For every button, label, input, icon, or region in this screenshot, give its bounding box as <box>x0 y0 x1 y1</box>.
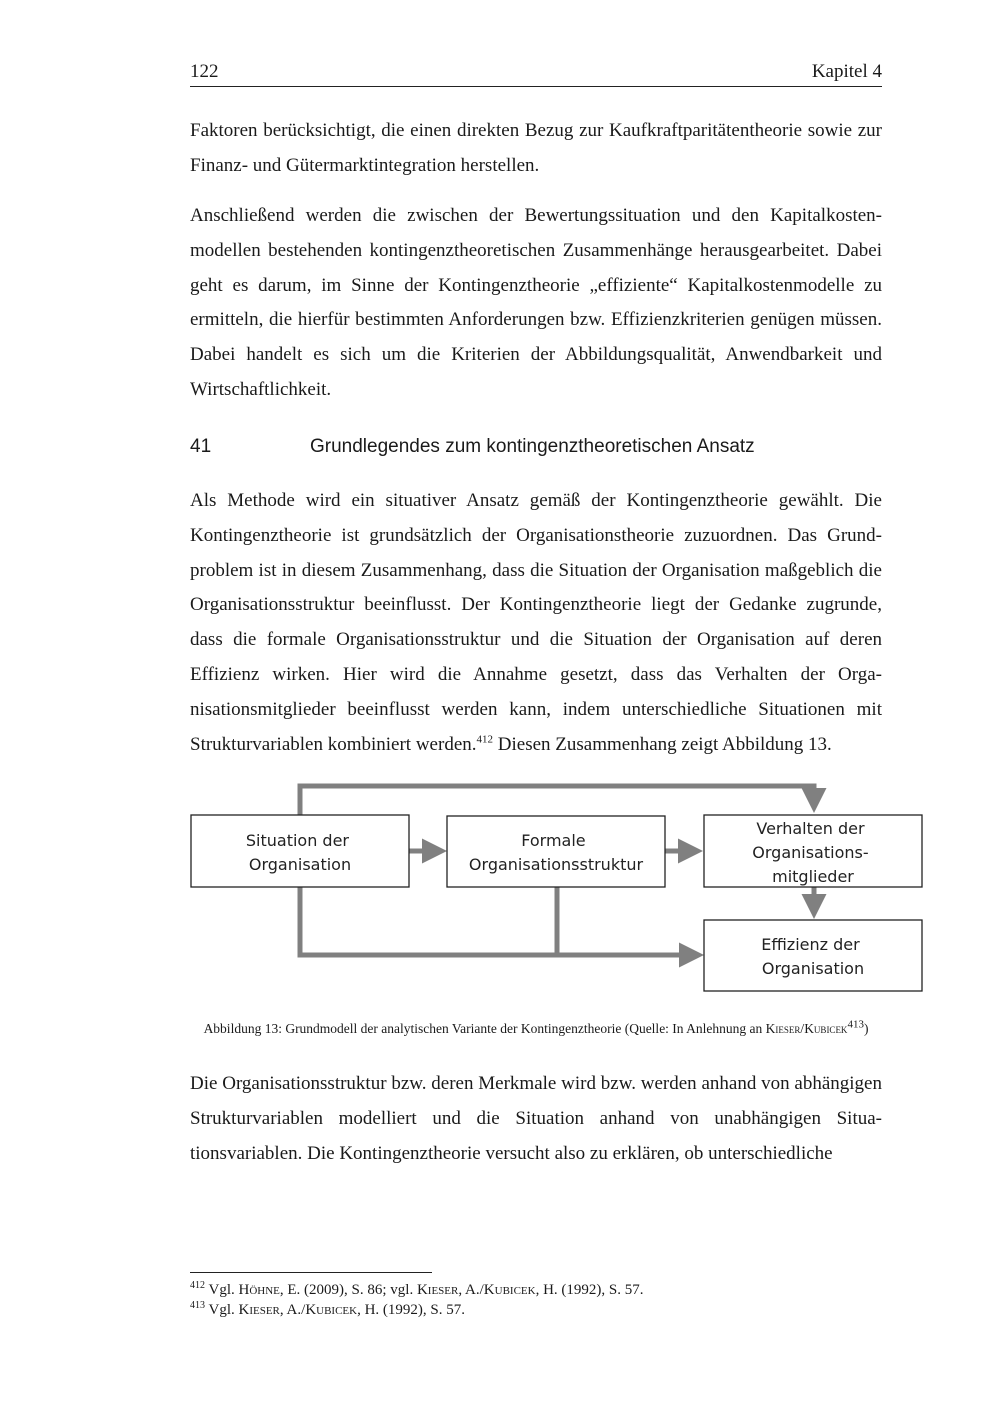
footnote-ref-412[interactable]: 412 <box>476 733 494 746</box>
chapter-label: Kapitel 4 <box>811 61 882 82</box>
caption-author-1: Kieser <box>765 1021 801 1036</box>
arrow-situation-to-effizienz <box>300 887 699 955</box>
caption-author-2: Kubicek <box>804 1021 848 1036</box>
box-situation-label: Situation der Organisation <box>245 831 352 874</box>
footnote-ref-413[interactable]: 413 <box>847 1018 864 1031</box>
section-number: 41 <box>190 436 212 457</box>
footnote-412: $^{412}$ Vgl. Höhne, E. (2009), S. 86; vgl. Kieser, A./Kubicek, H. (1992), S. 57. <box>190 1280 644 1298</box>
section-title: Grundlegendes zum kontingenztheoretischen Ansatz <box>310 436 755 457</box>
footnote-divider <box>190 1272 432 1273</box>
paragraph-3-text: Als Methode wird ein situativer Ansatz gemäß der Kontingenztheorie gewählt. Die Kontingenztheorie ist grundsätzlich der Organisationstheorie zuzuordnen. Das Grundproblem ist in diesem Zusammenhang, dass die Situation der Organisation maßgeblich die Organisationsstruktur beeinflusst. Der Kontingenztheorie liegt der Gedanke zugrunde, dass die formale Organisationsstruktur und die Situation der Organisation auf deren Effizienz wirken. Hier wird die Annahme gesetzt, dass das Verhalten der Organisationsmitglieder beeinflusst werden kann, indem unterschiedliche Situationen mit Strukturvariablen kombiniert werden. <box>190 490 882 755</box>
arrow-situation-to-verhalten <box>300 786 814 815</box>
paragraph-3-tail: Diesen Zusammenhang zeigt Abbildung 13. <box>493 733 832 755</box>
footnote-413: $^{413}$ Vgl. Kieser, A./Kubicek, H. (1992), S. 57. <box>190 1300 466 1318</box>
figure-caption: Abbildung 13: Grundmodell der analytischen Variante der Kontingenztheorie (Quelle: In Anlehnung an Kieser/Kubicek$^{413}$) <box>203 1018 869 1036</box>
box-effizienz-label: Effizienz der Organisation <box>761 935 865 978</box>
box-effizienz <box>704 920 922 991</box>
box-verhalten-label: Verhalten der Organisations- mitglieder <box>752 819 869 886</box>
paragraph-1: Faktoren berücksichtigt, die einen direkten Bezug zur Kaufkraftparitätentheorie sowie zur Finanz- und Gütermarktintegration herstellen. <box>190 120 882 176</box>
box-situation <box>191 815 409 887</box>
page-number: 122 <box>190 61 219 82</box>
box-struktur <box>447 816 665 887</box>
paragraph-4: Die Organisationsstruktur bzw. deren Merkmale wird bzw. werden anhand von abhängigen Strukturvariablen modelliert und die Situation anhand von unabhängigen Situationsvariablen. Die Kontingenztheorie versucht also zu erklären, ob unterschiedliche <box>190 1073 882 1164</box>
box-struktur-label: Formale Organisationsstruktur <box>468 831 644 874</box>
paragraph-2: Anschließend werden die zwischen der Bewertungssituation und den Kapitalkostenmodellen bestehenden kontingenztheoretischen Zusammenhänge herausgearbeitet. Dabei geht es darum, im Sinne der Kontingenztheorie „effiziente“ Kapitalkostenmodelle zu ermitteln, die hierfür bestimmten Anforderungen bzw. Effizienzkriterien genügen müssen. Dabei handelt es sich um die Kriterien der Abbildungsqualität, Anwendbarkeit und Wirtschaftlichkeit. <box>190 205 882 400</box>
